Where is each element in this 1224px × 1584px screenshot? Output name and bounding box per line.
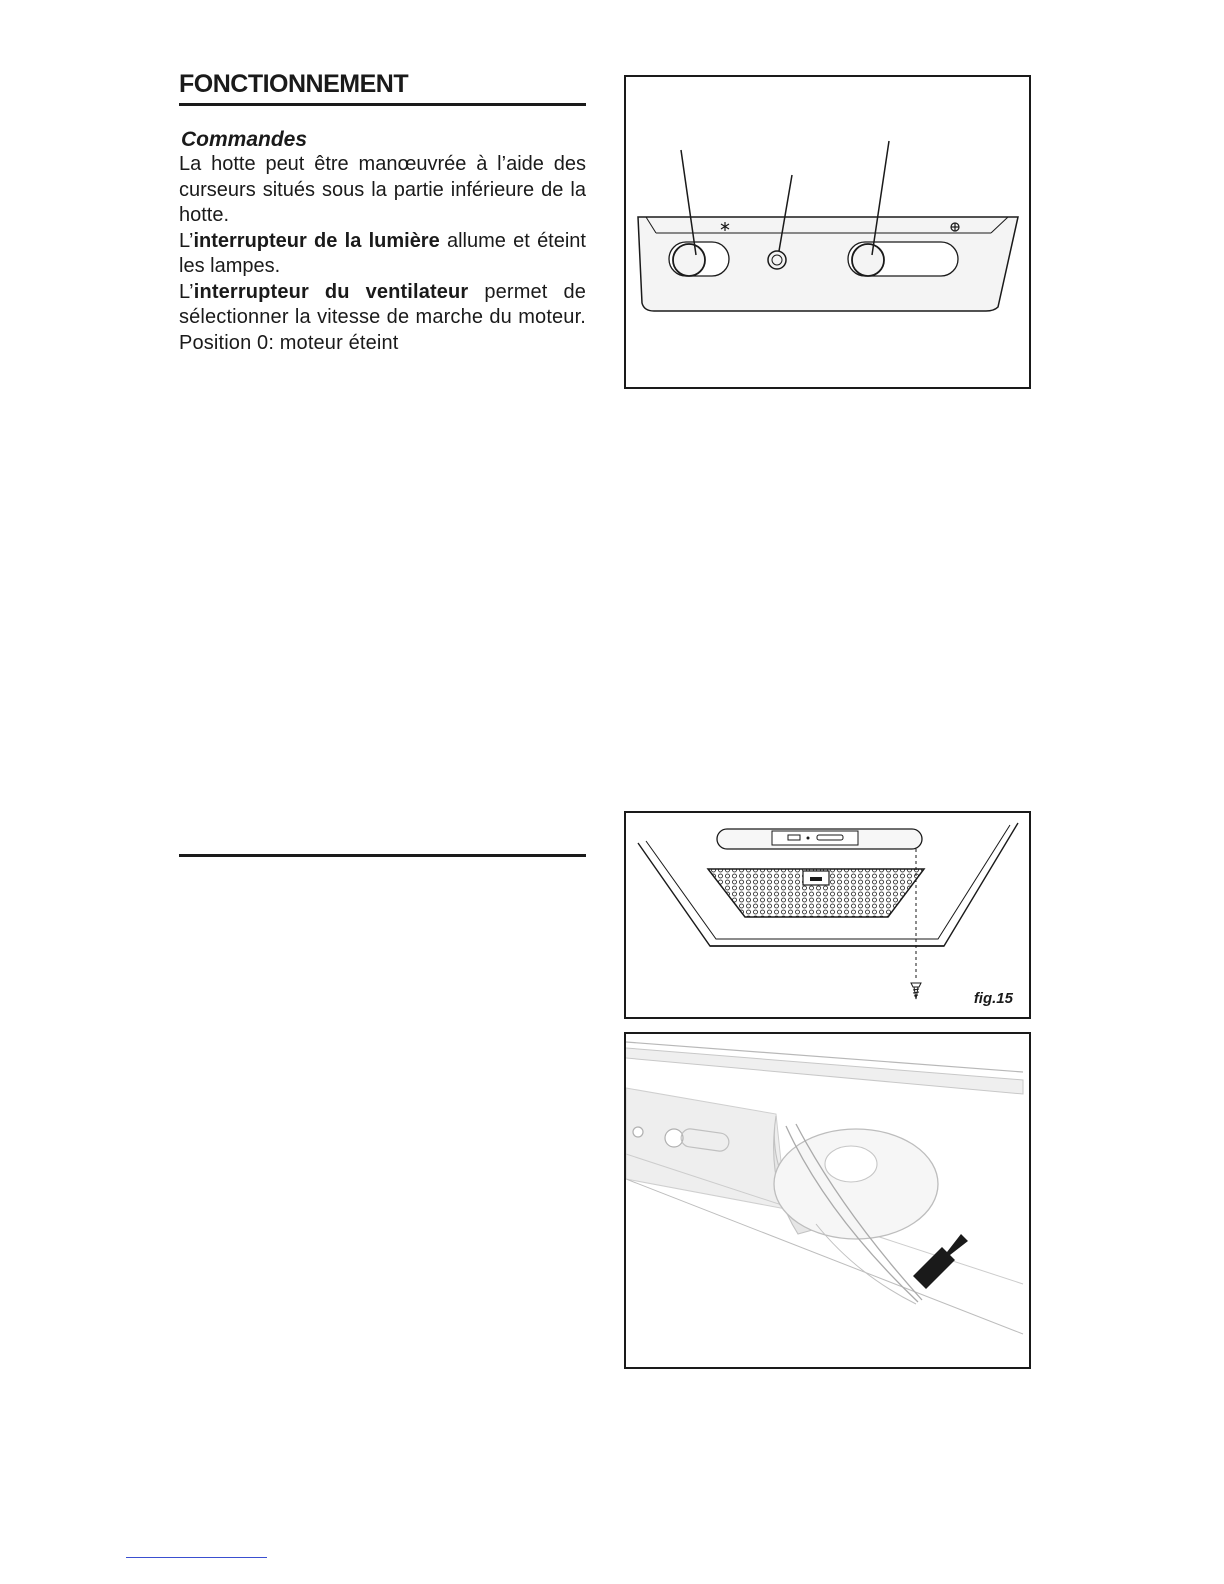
switch-knob <box>665 1129 683 1147</box>
bulb <box>825 1146 877 1182</box>
light-prefix: L’ <box>179 229 194 252</box>
screw-icon <box>911 983 921 999</box>
indicator-light <box>633 1127 643 1137</box>
lamp-cover <box>774 1129 938 1239</box>
fan-prefix: L’ <box>179 280 194 303</box>
lamp-cover-illustration <box>626 1034 1029 1367</box>
arrow-icon <box>913 1234 968 1289</box>
light-switch-term: interrupteur de la lumière <box>193 229 440 252</box>
control-panel-figure <box>624 75 1031 389</box>
light-switch-paragraph <box>179 229 586 280</box>
indicator-light <box>768 251 786 269</box>
figure-label: fig.15 <box>973 990 1013 1007</box>
hood-underside-illustration <box>626 813 1029 1017</box>
fan-switch-text: permet de sélectionner la vitesse de marche du moteur. Position 0: moteur éteint <box>179 280 586 354</box>
light-switch-knob <box>673 244 705 276</box>
fan-switch-paragraph <box>179 280 586 357</box>
intro-paragraph: La hotte peut être manœuvrée à l’aide des curseurs situés sous la partie inférieure de la hotte. <box>179 153 586 226</box>
fan-switch-term: interrupteur du ventilateur <box>193 280 469 303</box>
fan-icon <box>951 223 959 231</box>
section-divider <box>179 854 586 857</box>
footer-underline <box>126 1557 267 1558</box>
controls-description <box>179 152 586 356</box>
control-panel-illustration <box>626 77 1029 387</box>
light-switch-text: allume et éteint les lampes. <box>179 229 586 277</box>
section-title: FONCTIONNEMENT <box>179 70 586 106</box>
lamp-cover-figure <box>624 1032 1031 1369</box>
fan-switch-knob <box>852 244 884 276</box>
hood-underside-figure <box>624 811 1031 1019</box>
subsection-title: Commandes <box>181 128 308 151</box>
